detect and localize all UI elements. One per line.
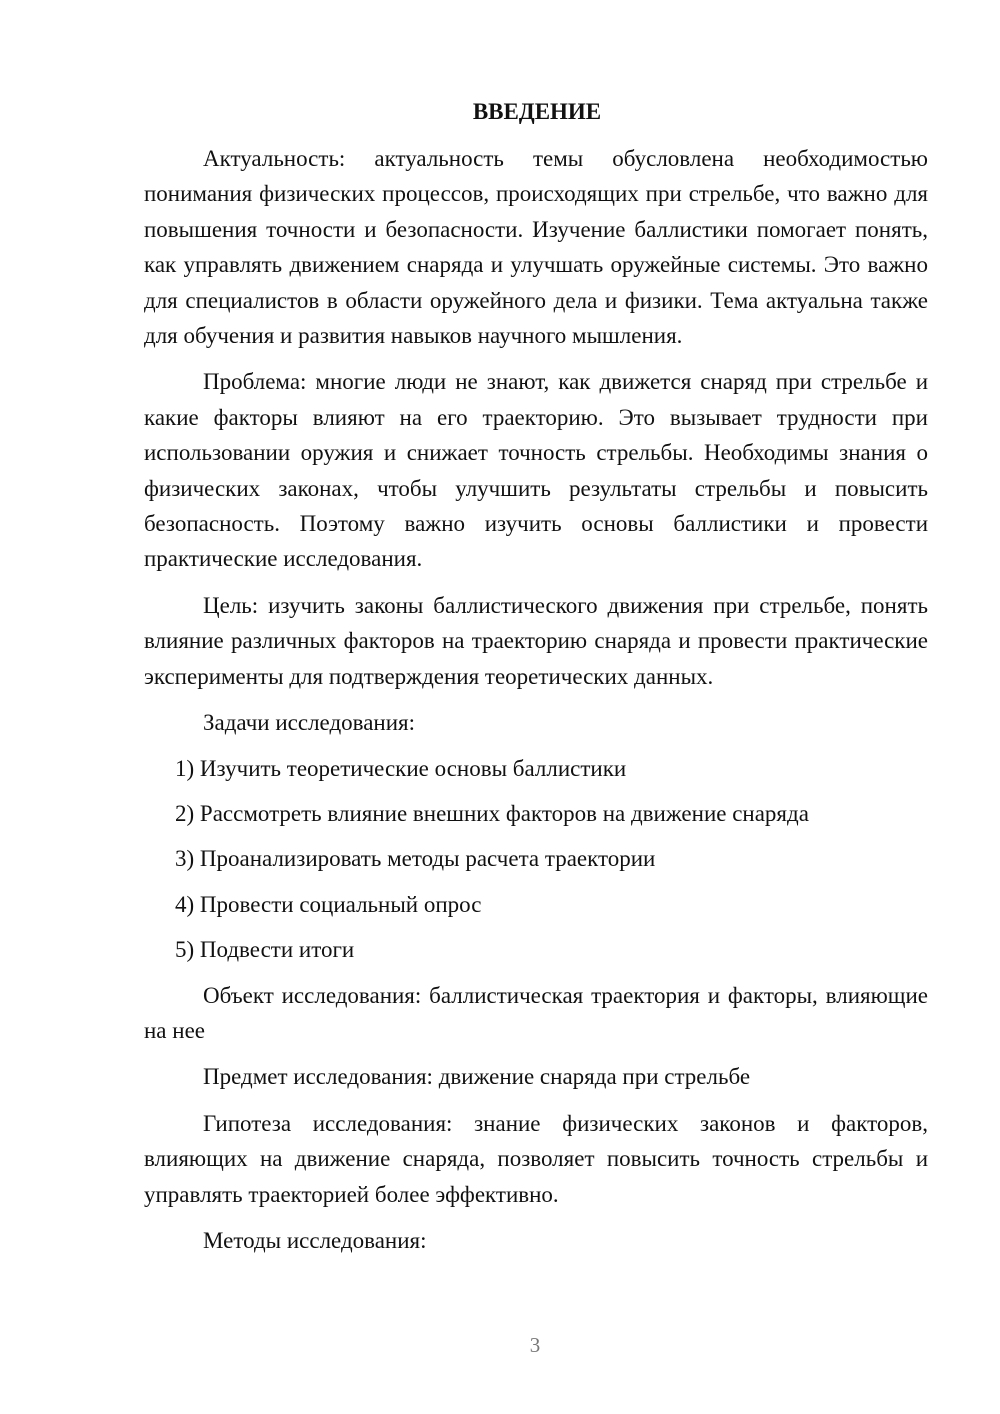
hypothesis-paragraph: Гипотеза исследования: знание физических законов и факторов, влияющих на движение снаряда, позволяет повысить точность стрельбы и управлять траекторией более эффективно. <box>144 1110 928 1207</box>
subject-paragraph: Предмет исследования: движение снаряда при стрельбе <box>203 1064 751 1090</box>
list-item: 4) Провести социальный опрос <box>175 891 482 917</box>
tasks-list <box>144 751 928 968</box>
page-title: ВВЕДЕНИЕ <box>472 99 602 124</box>
methods-heading: Методы исследования: <box>203 1227 427 1253</box>
list-item: 5) Подвести итоги <box>175 937 355 963</box>
goal-paragraph: Цель: изучить законы баллистического движения при стрельбе, понять влияние различных факторов на траекторию снаряда и провести практические эксперименты для подтверждения теоретических данных. <box>144 592 928 689</box>
list-item: 3) Проанализировать методы расчета траектории <box>175 846 656 872</box>
tasks-heading: Задачи исследования: <box>203 710 416 736</box>
list-item: 1) Изучить теоретические основы баллистики <box>175 755 627 781</box>
problem-paragraph: Проблема: многие люди не знают, как движется снаряд при стрельбе и какие факторы влияют на его траекторию. Это вызывает трудности при использовании оружия и снижает точность стрельбы. Необходимы знания о физических законах, чтобы улучшить результаты стрельбы и повысить безопасность. Поэтому важно изучить основы баллистики и провести практические исследования. <box>144 369 928 572</box>
page-number: 3 <box>529 1333 541 1357</box>
object-paragraph: Объект исследования: баллистическая траектория и факторы, влияющие на нее <box>144 982 928 1043</box>
list-item: 2) Рассмотреть влияние внешних факторов на движение снаряда <box>175 800 809 826</box>
document-page <box>144 94 928 1268</box>
relevance-paragraph: Актуальность: актуальность темы обусловлена необходимостью понимания физических процессов, происходящих при стрельбе, что важно для повышения точности и безопасности. Изучение баллистики помогает понять, как управлять движением снаряда и улучшать оружейные системы. Это важно для специалистов в области оружейного дела и физики. Тема актуальна также для обучения и развития навыков научного мышления. <box>144 146 928 349</box>
